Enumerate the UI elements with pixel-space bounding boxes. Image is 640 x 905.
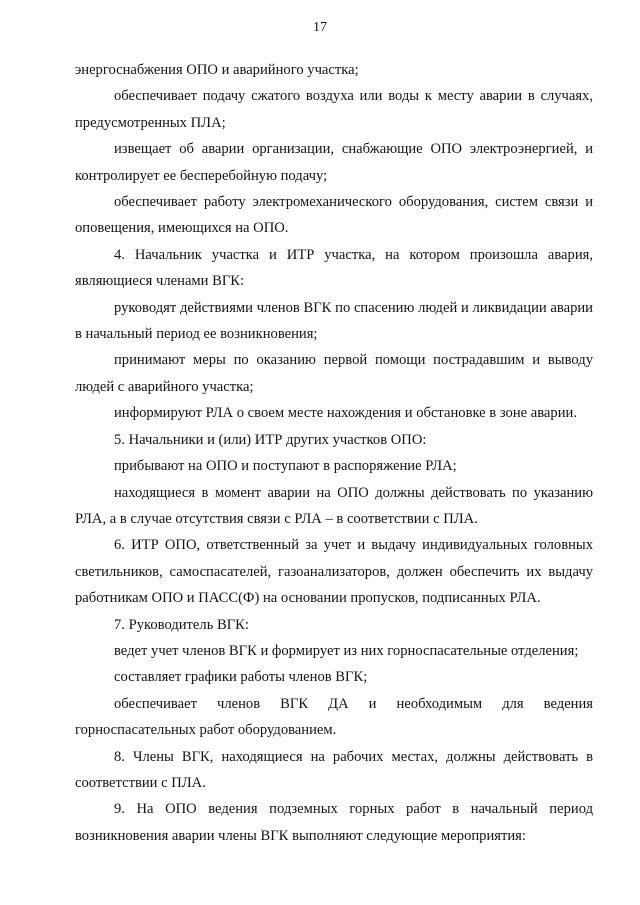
paragraph: информируют РЛА о своем месте нахождения и обстановке в зоне аварии. (114, 405, 577, 422)
paragraph: 6. ИТР ОПО, ответственный за учет и выдачу индивидуальных головных светильников, самоспасателей, газоанализаторов, должен обеспечить их выдачу работникам ОПО и ПАСС(Ф) на основании пропусков, подписанных РЛА. (75, 537, 593, 607)
paragraph: 7. Руководитель ВГК: (114, 616, 249, 633)
paragraph: ведет учет членов ВГК и формирует из них горноспасательные отделения; (114, 642, 579, 659)
page-number: 17 (313, 20, 327, 35)
paragraph: извещает об аварии организации, снабжающие ОПО электроэнергией, и контролирует ее бесперебойную подачу; (75, 141, 593, 184)
paragraph: руководят действиями членов ВГК по спасению людей и ликвидации аварии в начальный период ее возникновения; (75, 299, 593, 343)
paragraph: 4. Начальник участка и ИТР участка, на котором произошла авария, являющиеся членами ВГК: (75, 246, 593, 290)
paragraph: 5. Начальники и (или) ИТР других участков ОПО: (114, 431, 427, 448)
paragraph: прибывают на ОПО и поступают в распоряжение РЛА; (114, 458, 457, 475)
paragraph: энергоснабжения ОПО и аварийного участка; (75, 62, 359, 78)
paragraph: принимают меры по оказанию первой помощи пострадавшим и выводу людей с аварийного участка; (75, 352, 593, 395)
paragraph: обеспечивает работу электромеханического оборудования, систем связи и оповещения, имеющихся на ОПО. (75, 194, 593, 237)
paragraph: 8. Члены ВГК, находящиеся на рабочих местах, должны действовать в соответствии с ПЛА. (75, 748, 593, 791)
paragraph: 9. На ОПО ведения подземных горных работ в начальный период возникновения аварии члены ВГК выполняют следующие мероприятия: (75, 801, 593, 844)
paragraph: обеспечивает подачу сжатого воздуха или воды к месту аварии в случаях, предусмотренных ПЛА; (75, 88, 593, 131)
paragraph: находящиеся в момент аварии на ОПО должны действовать по указанию РЛА, а в случае отсутствия связи с РЛА – в соответствии с ПЛА. (75, 484, 593, 527)
body-text (75, 57, 593, 849)
paragraph: обеспечивает членов ВГК ДА и необходимым для ведения горноспасательных работ оборудованием. (75, 695, 593, 739)
paragraph: составляет графики работы членов ВГК; (114, 669, 368, 686)
